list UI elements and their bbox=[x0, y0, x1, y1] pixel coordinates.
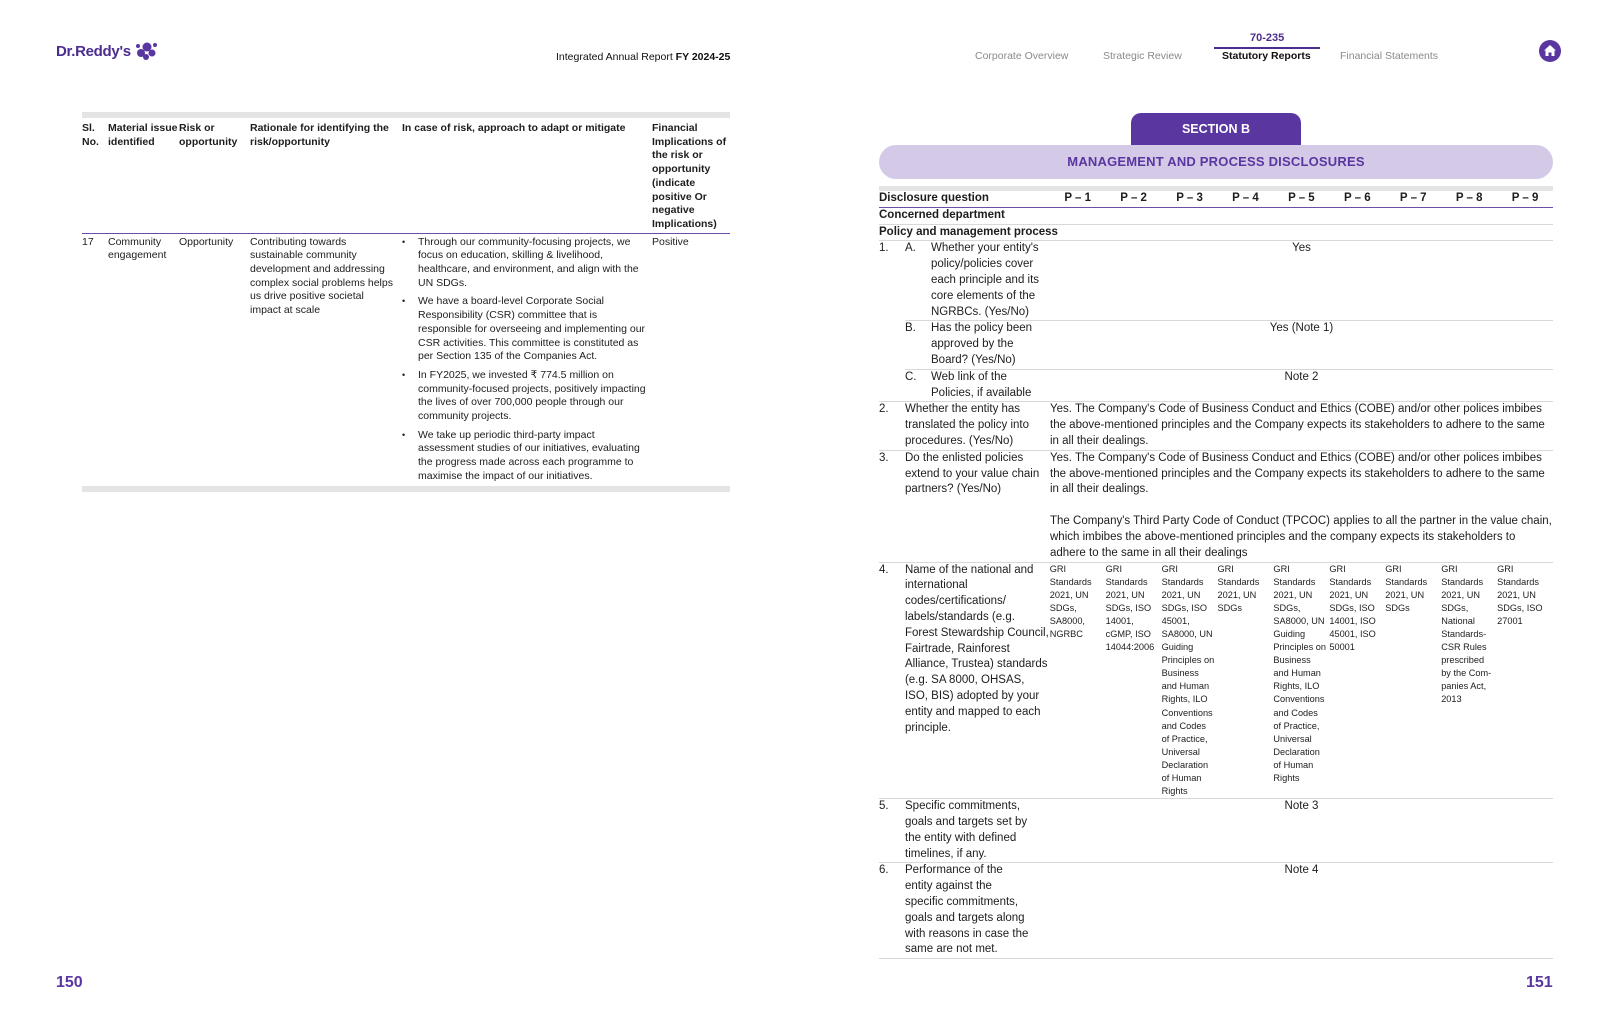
question-text: Whether your entity's policy/policies cover each principle and its core elements of the NGRBCs. (Yes/No) bbox=[931, 242, 1040, 318]
nav-statutory-reports[interactable]: Statutory Reports bbox=[1222, 50, 1311, 62]
row-number: 5. bbox=[879, 800, 889, 813]
answer-text: Yes. The Company's Code of Business Conduct and Ethics (COBE) and/or other polices imbibes the above-mentioned principles and the Company expects its stakeholders to adhere to the same in all their dealings. bbox=[1050, 451, 1545, 496]
list-item: • Through our community-focusing projects, we focus on education, skilling & livelihood, healthcare, and environment, and align with the UN SDGs. bbox=[418, 236, 652, 291]
header-p5: P – 5 bbox=[1288, 192, 1315, 204]
table-row bbox=[879, 241, 1553, 320]
table-row bbox=[879, 451, 1553, 563]
header-rationale: Rationale for identifying the risk/opportunity bbox=[250, 122, 389, 148]
header-p3: P – 3 bbox=[1176, 192, 1203, 204]
nav-financial-statements[interactable]: Financial Statements bbox=[1340, 50, 1439, 62]
standards-p2: GRI Standards 2021, UN SDGs, ISO 14001, cGMP, ISO 14044:2006 bbox=[1105, 563, 1155, 653]
answer-text: Note 4 bbox=[1284, 864, 1319, 877]
list-item: • In FY2025, we invested ₹ 774.5 million on community-focused projects, positively impacting the lives of over 700,000 people through our community projects. bbox=[418, 369, 652, 424]
list-item: • We take up periodic third-party impact assessment studies of our initiatives, evaluating the progress made across each programme to maximise the impact of our initiatives. bbox=[418, 429, 652, 484]
table-row bbox=[879, 799, 1553, 863]
report-title: Integrated Annual Report FY 2024-25 bbox=[556, 51, 731, 63]
table-header-row bbox=[879, 191, 1553, 208]
header-p4: P – 4 bbox=[1232, 192, 1259, 204]
table-row bbox=[879, 863, 1553, 959]
answer-text-tpcoc: The Company's Third Party Code of Conduct (TPCOC) applies to all the partner in the value chain, which imbibes the above-mentioned principles and the company expects its stakeholders to adhere to the same in all their dealings bbox=[1050, 515, 1552, 559]
table-bottom-bar bbox=[82, 486, 730, 492]
header-p7: P – 7 bbox=[1399, 192, 1427, 204]
list-item: • We have a board-level Corporate Social Responsibility (CSR) committee that is responsible for overseeing and implementing our CSR activities. This committee is constituted as per Section 135 of the Companies Act. bbox=[418, 295, 652, 364]
question-text: Performance of the entity against the specific commitments, goals and targets along with reasons in case the same are not met. bbox=[905, 864, 1029, 956]
section-tab: SECTION B bbox=[1131, 113, 1301, 147]
approach-list bbox=[402, 236, 652, 484]
material-issues-table bbox=[82, 112, 730, 492]
table-row bbox=[82, 234, 730, 484]
page-number-right: 151 bbox=[1526, 974, 1553, 991]
answer-text: Yes bbox=[1292, 242, 1311, 255]
cell-material-issue: Community engagement bbox=[108, 235, 167, 262]
disclosures-table bbox=[879, 186, 1553, 959]
question-text: Do the enlisted policies extend to your value chain partners? (Yes/No) bbox=[905, 451, 1040, 496]
standards-p3: GRI Standards 2021, UN SDGs, ISO 45001, SA8000, UN Guiding Principles on Business and Human Rights, ILO Conventions and Codes of Practice, Universal Declaration of Human Rights bbox=[1161, 563, 1215, 797]
standards-p7: GRI Standards 2021, UN SDGs bbox=[1385, 563, 1428, 613]
section-title: MANAGEMENT AND PROCESS DISCLOSURES bbox=[879, 145, 1553, 179]
home-button[interactable] bbox=[1539, 40, 1561, 62]
header-disclosure-question: Disclosure question bbox=[879, 192, 989, 204]
page-number-left: 150 bbox=[56, 974, 83, 991]
nav-corporate-overview[interactable]: Corporate Overview bbox=[975, 50, 1069, 62]
answer-cell bbox=[1050, 451, 1553, 562]
cell-risk-opportunity: Opportunity bbox=[179, 235, 234, 248]
answer-text: Yes. The Company's Code of Business Conduct and Ethics (COBE) and/or other polices imbibes the above-mentioned principles and the Company expects its stakeholders to adhere to the same in all their dealings. bbox=[1050, 403, 1545, 447]
row-number: 1. bbox=[879, 242, 889, 255]
question-text: Has the policy been approved by the Board? (Yes/No) bbox=[931, 322, 1033, 366]
question-text: Specific commitments, goals and targets set by the entity with defined timelines, if any. bbox=[905, 800, 1028, 860]
cell-approach bbox=[402, 236, 652, 484]
header-p2: P – 2 bbox=[1120, 192, 1147, 204]
row-letter: B. bbox=[905, 322, 916, 335]
header-sl-no: Sl. No. bbox=[82, 122, 99, 148]
standards-p4: GRI Standards 2021, UN SDGs bbox=[1217, 563, 1260, 613]
header-p1: P – 1 bbox=[1064, 192, 1092, 204]
header-p8: P – 8 bbox=[1455, 192, 1483, 204]
table-row bbox=[879, 370, 1553, 403]
row-number: 3. bbox=[879, 451, 889, 464]
table-row bbox=[879, 402, 1553, 450]
standards-p6: GRI Standards 2021, UN SDGs, ISO 14001, ISO 45001, ISO 50001 bbox=[1329, 563, 1376, 653]
header-p9: P – 9 bbox=[1511, 192, 1539, 204]
company-logo[interactable] bbox=[56, 40, 158, 62]
home-icon bbox=[1539, 40, 1561, 62]
answer-text: Note 2 bbox=[1284, 370, 1319, 383]
header-p6: P – 6 bbox=[1343, 192, 1371, 204]
row-letter: A. bbox=[905, 242, 916, 255]
row-number: 6. bbox=[879, 864, 889, 877]
standards-p8: GRI Standards 2021, UN SDGs, National Standards-CSR Rules prescribed by the Com-panies Act, 2013 bbox=[1441, 563, 1492, 705]
table-row bbox=[879, 321, 1553, 368]
standards-p1: GRI Standards 2021, UN SDGs, SA8000, NGRBC bbox=[1049, 563, 1092, 639]
answer-text: Note 3 bbox=[1284, 800, 1319, 813]
row-number: 4. bbox=[879, 563, 889, 576]
table-header-row bbox=[82, 118, 730, 234]
logo-mark-icon bbox=[134, 40, 158, 62]
question-text: Web link of the Policies, if available bbox=[931, 370, 1032, 399]
row-number: 2. bbox=[879, 403, 889, 416]
standards-p5: GRI Standards 2021, UN SDGs, SA8000, UN Guiding Principles on Business and Human Rights, ILO Conventions and Codes of Practice, Universal Declaration of Human Rights bbox=[1273, 563, 1327, 784]
header-material-issue: Material issue identified bbox=[108, 122, 178, 148]
logo-text: Dr.Reddy's bbox=[56, 42, 131, 60]
cell-sl-no: 17 bbox=[82, 235, 94, 248]
answer-text: Yes (Note 1) bbox=[1269, 322, 1334, 335]
header-approach: In case of risk, approach to adapt or mitigate bbox=[402, 122, 626, 134]
nav-page-range: 70-235 bbox=[1250, 32, 1285, 44]
header-financial-implications: Financial Implications of the risk or opportunity (indicate positive Or negative Implications) bbox=[652, 122, 727, 230]
cell-financial-implication: Positive bbox=[652, 235, 689, 248]
question-text: Whether the entity has translated the policy into procedures. (Yes/No) bbox=[905, 403, 1030, 447]
question-text: Name of the national and international codes/certifications/ labels/standards (e.g. Forest Stewardship Council, Fairtrade, Rainforest Alliance, Trustea) standards (e.g. SA 8000, OHSAS, ISO, BIS) adopted by your entity and mapped to each principle. bbox=[904, 563, 1049, 734]
standards-p9: GRI Standards 2021, UN SDGs, ISO 27001 bbox=[1497, 563, 1543, 626]
nav-active-indicator bbox=[1214, 47, 1320, 49]
table-row bbox=[879, 563, 1553, 800]
row-letter: C. bbox=[905, 370, 917, 383]
header-risk-opportunity: Risk or opportunity bbox=[179, 122, 238, 148]
concerned-department-row: Concerned department bbox=[879, 208, 1553, 225]
nav-strategic-review[interactable]: Strategic Review bbox=[1103, 50, 1182, 62]
cell-rationale: Contributing towards sustainable community development and addressing complex social problems helps us drive positive societal impact at scale bbox=[250, 235, 393, 317]
policy-heading-row: Policy and management process bbox=[879, 225, 1553, 242]
